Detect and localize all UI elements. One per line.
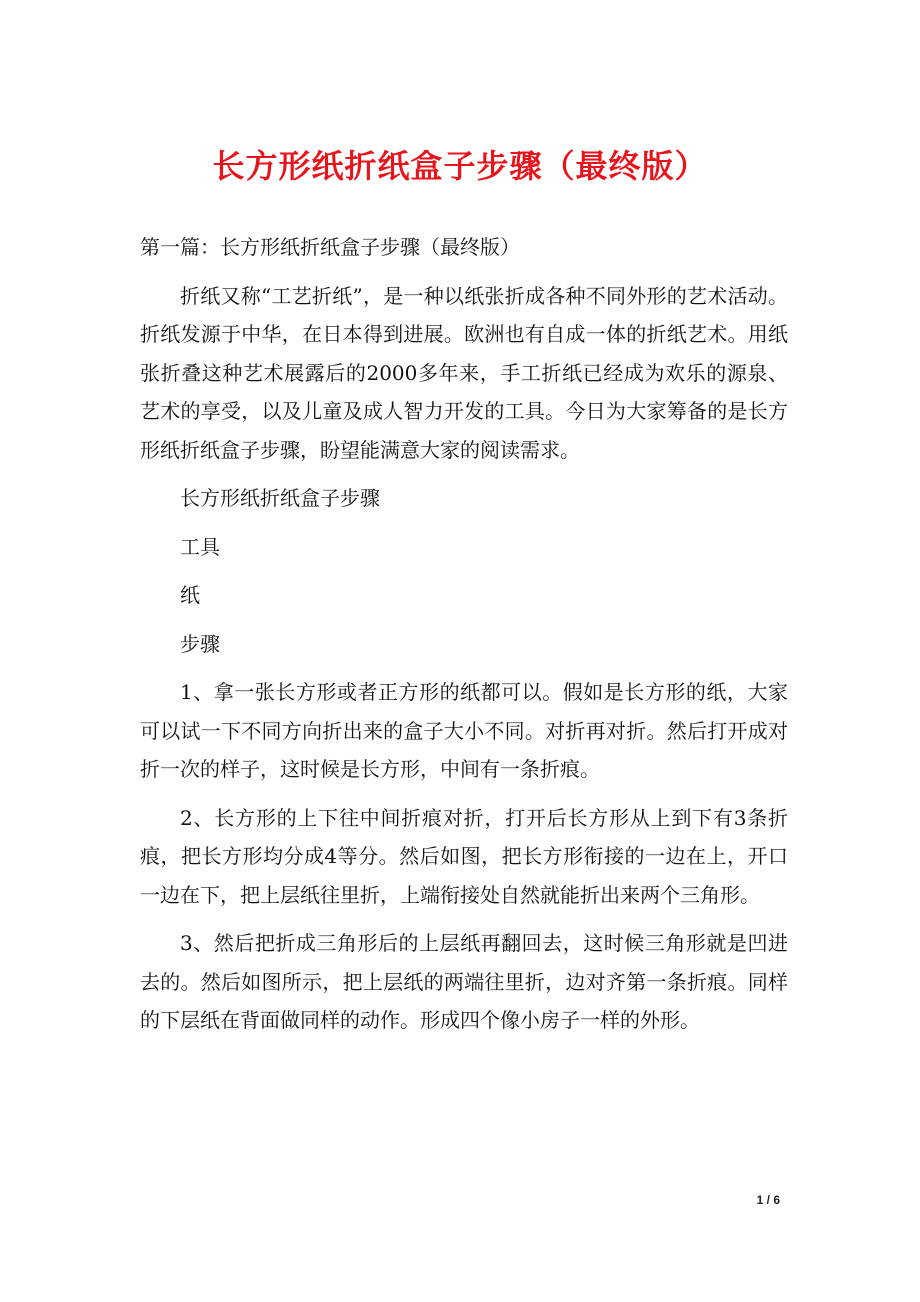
section-heading: 第一篇：长方形纸折纸盒子步骤（最终版）	[140, 235, 520, 259]
tools-heading: 工具	[180, 534, 220, 559]
document-body	[140, 228, 788, 1050]
tool-item-paper: 纸	[180, 583, 200, 607]
page-number: 1 / 6	[756, 1193, 780, 1207]
step-2-paragraph: 2、长方形的上下往中间折痕对折，打开后长方形从上到下有3条折痕，把长方形均分成4等分。然后如图，把长方形衔接的一边在上，开口一边在下，把上层纸往里折，上端衔接处自然就能折出来两个三角形。	[140, 805, 788, 907]
steps-heading: 长方形纸折纸盒子步骤	[180, 486, 380, 510]
step-1-paragraph: 1、拿一张长方形或者正方形的纸都可以。假如是长方形的纸，大家可以试一下不同方向折出来的盒子大小不同。对折再对折。然后打开成对折一次的样子，这时候是长方形，中间有一条折痕。	[140, 680, 788, 781]
procedure-heading: 步骤	[180, 631, 220, 656]
document-title: 长方形纸折纸盒子步骤（最终版）	[212, 147, 708, 185]
intro-paragraph: 折纸又称“工艺折纸”，是一种以纸张折成各种不同外形的艺术活动。折纸发源于中华，在日本得到进展。欧洲也有自成一体的折纸艺术。用纸张折叠这种艺术展露后的2000多年来，手工折纸已经成为欢乐的源泉、艺术的享受，以及儿童及成人智力开发的工具。今日为大家筹备的是长方形纸折纸盒子步骤，盼望能满意大家的阅读需求。	[140, 283, 788, 462]
step-3-paragraph: 3、然后把折成三角形后的上层纸再翻回去，这时候三角形就是凹进去的。然后如图所示，把上层纸的两端往里折，边对齐第一条折痕。同样的下层纸在背面做同样的动作。形成四个像小房子一样的外形。	[140, 931, 788, 1032]
